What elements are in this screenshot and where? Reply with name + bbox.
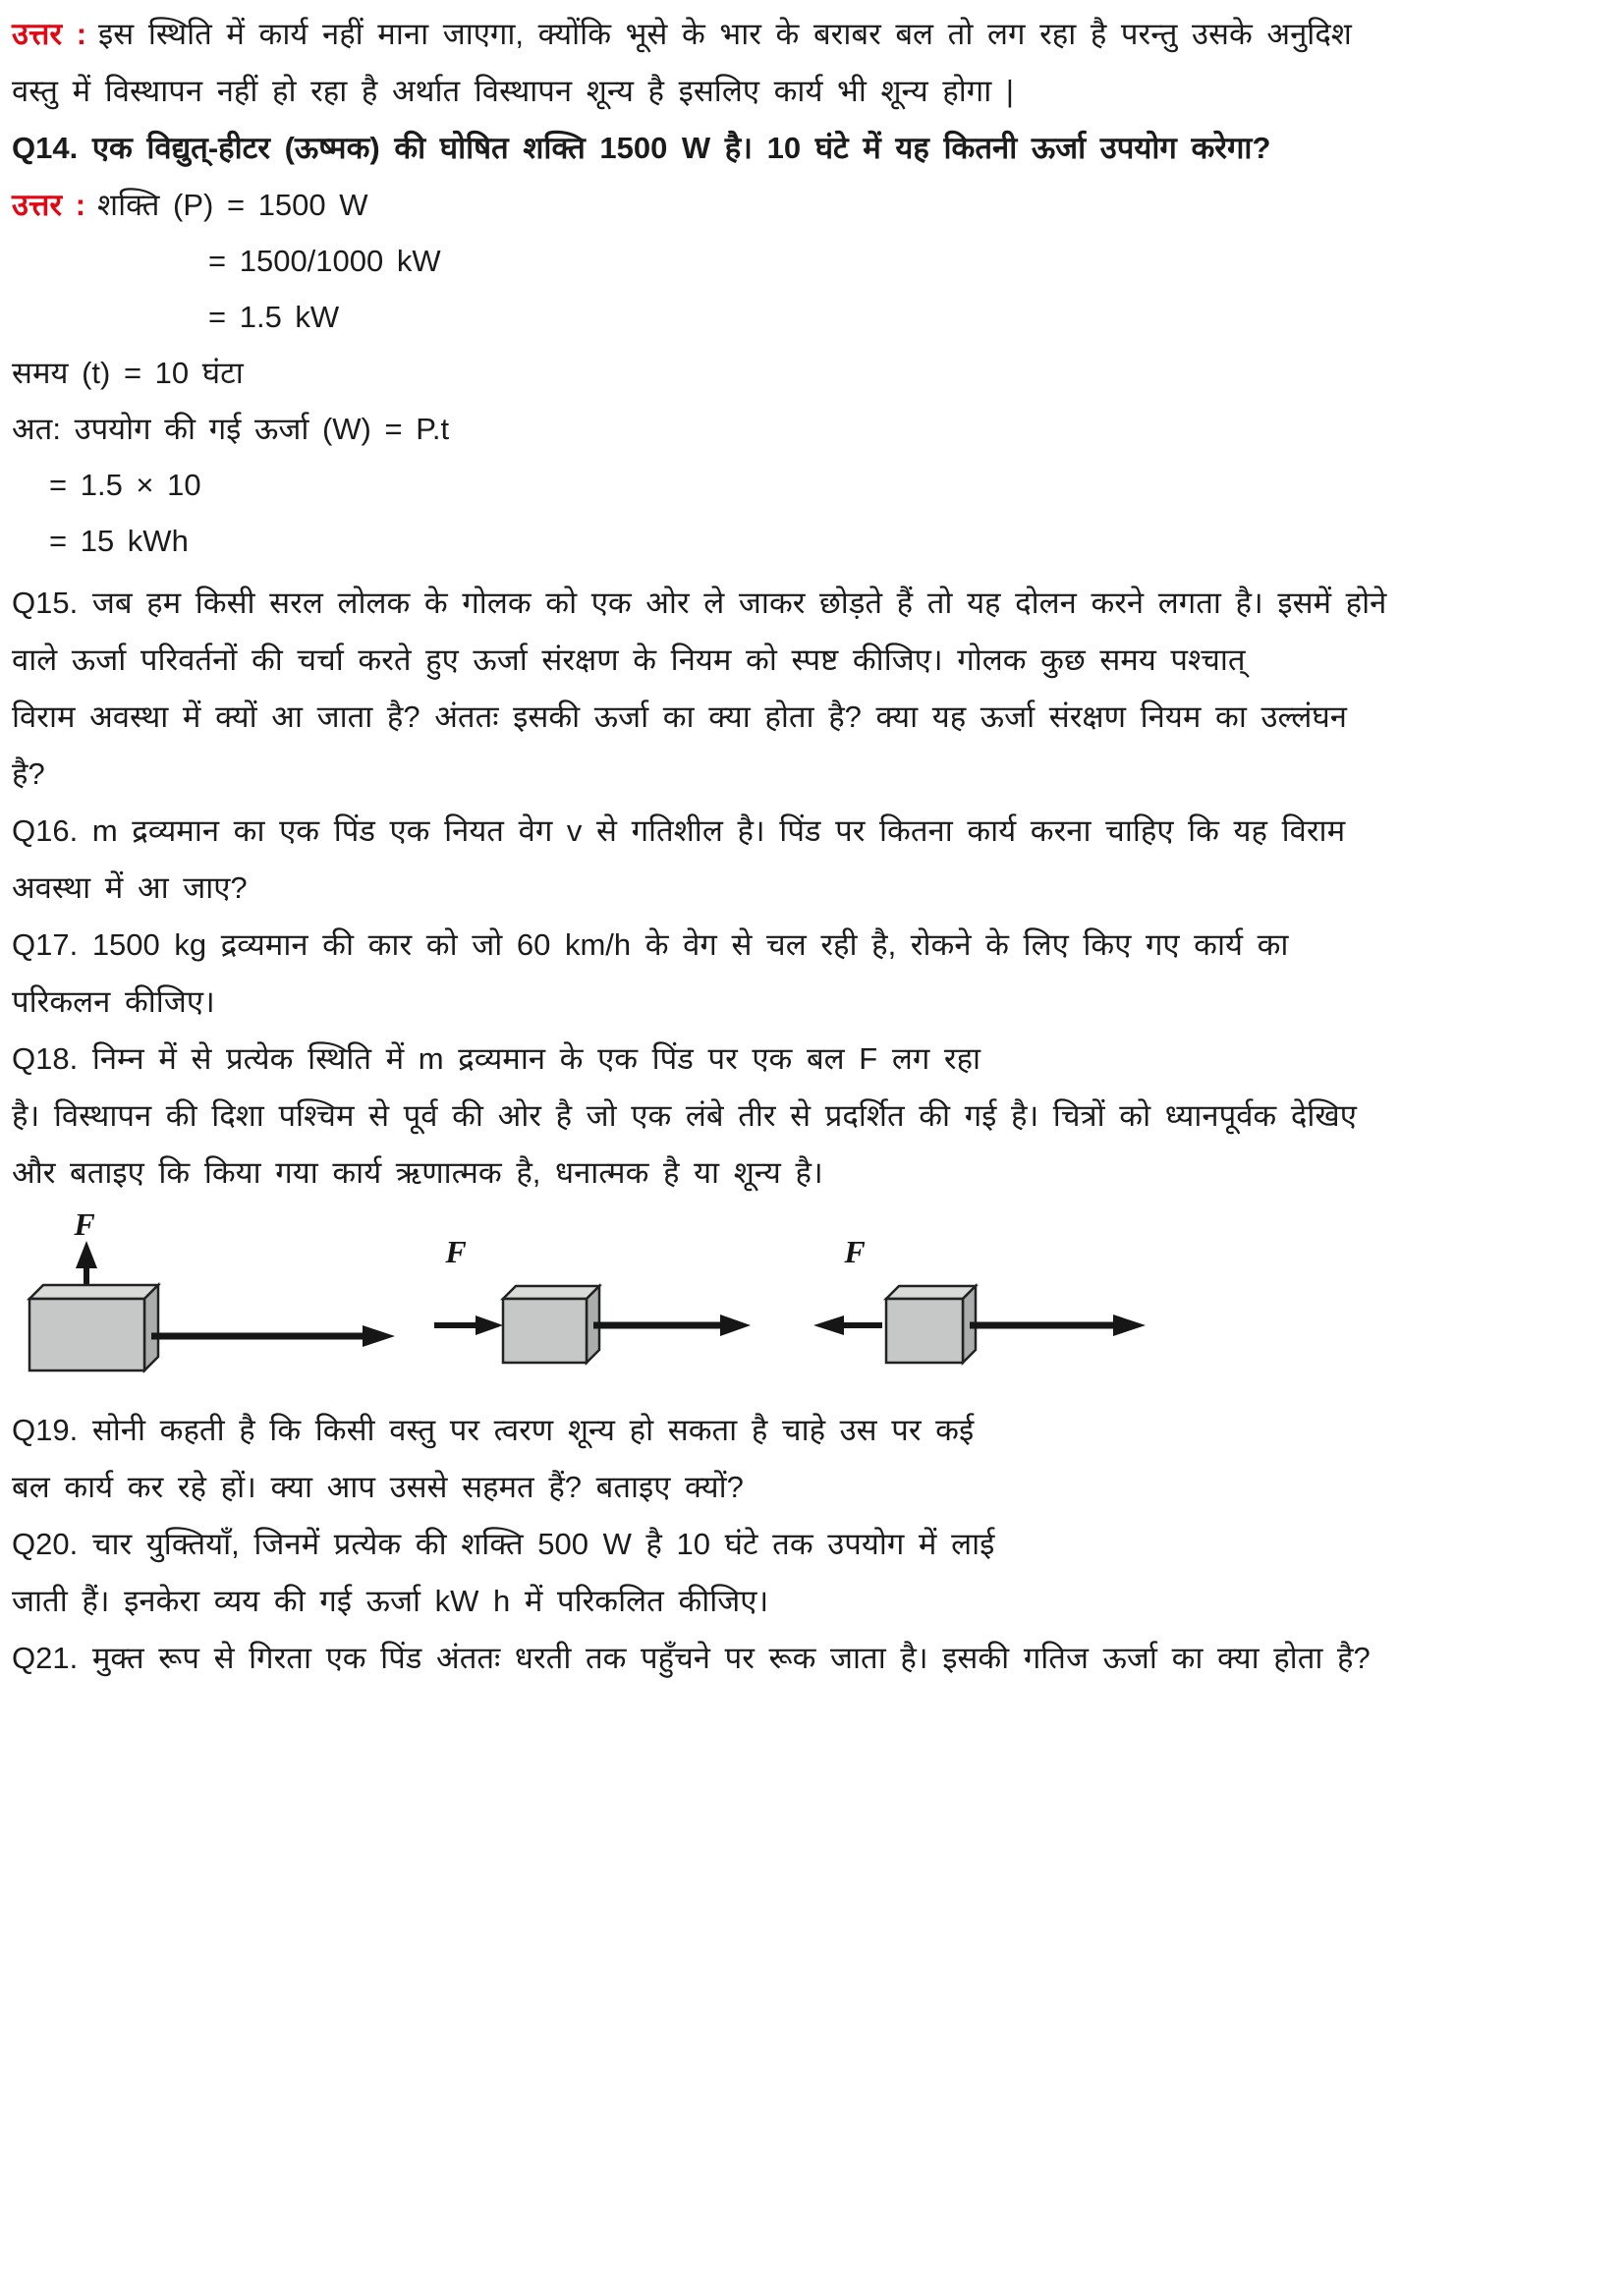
equation-line: = 15 kWh [49, 524, 189, 558]
answer-line: वस्तु में विस्थापन नहीं हो रहा है अर्थात विस्थापन शून्य है इसलिए कार्य भी शून्य होगा | [12, 74, 1014, 108]
answer-text: इस स्थिति में कार्य नहीं माना जाएगा, क्योंकि भूसे के भार के बराबर बल तो लग रहा है परन्तु उसके अनुदिश [98, 17, 1352, 51]
force-label: F [844, 1234, 866, 1269]
block-icon [503, 1286, 599, 1299]
displacement-arrowhead-icon [363, 1325, 395, 1347]
equation-text: शक्ति (P) = 1500 W [97, 188, 368, 222]
question-line: Q17. 1500 kg द्रव्यमान की कार को जो 60 km/h के वेग से चल रही है, रोकने के लिए किए गए कार्य का [12, 927, 1289, 962]
block-icon [886, 1299, 963, 1363]
question-line: है। विस्थापन की दिशा पश्चिम से पूर्व की ओर है जो एक लंबे तीर से प्रदर्शित की गई है। चित्रों को ध्यानपूर्वक देखिए [12, 1098, 1357, 1133]
block-icon [886, 1286, 976, 1299]
question-line: विराम अवस्था में क्यों आ जाता है? अंततः इसकी ऊर्जा का क्या होता है? क्या यह ऊर्जा संरक्षण नियम का उल्लंघन [12, 700, 1347, 734]
force-label: F [74, 1206, 95, 1242]
displacement-arrowhead-icon [1113, 1315, 1146, 1336]
question-q21-paragraph [12, 1630, 1610, 1687]
question-line: वाले ऊर्जा परिवर्तनों की चर्चा करते हुए ऊर्जा संरक्षण के नियम को स्पष्ट कीजिए। गोलक कुछ समय पश्चात् [12, 643, 1246, 677]
q18-figure [12, 1205, 1610, 1402]
answer-line [12, 6, 1610, 63]
question-line: बल कार्य कर रहे हों। क्या आप उससे सहमत हैं? बताइए क्यों? [12, 1470, 744, 1504]
question-line: Q18. निम्न में से प्रत्येक स्थिति में m द्रव्यमान के एक पिंड पर एक बल F लग रहा [12, 1041, 981, 1076]
answer-label: उत्तर : [12, 188, 86, 222]
force-arrowhead-icon [476, 1315, 503, 1335]
diagram-force-right [434, 1234, 751, 1363]
question-q19-paragraph [12, 1402, 1610, 1516]
answer-q13-paragraph [12, 6, 1610, 120]
equation-line: = 1.5 kW [208, 300, 340, 334]
question-q20-paragraph [12, 1516, 1610, 1630]
question-line: Q21. मुक्त रूप से गिरता एक पिंड अंततः धरती तक पहुँचने पर रूक जाता है। इसकी गतिज ऊर्जा का क्या होता है? [12, 1641, 1371, 1675]
block-icon [503, 1299, 587, 1363]
block-icon [29, 1299, 144, 1371]
question-q15-paragraph [12, 575, 1610, 803]
force-arrowhead-icon [76, 1241, 97, 1268]
question-line: Q19. सोनी कहती है कि किसी वस्तु पर त्वरण शून्य हो सकता है चाहे उस पर कई [12, 1413, 975, 1447]
block-icon [144, 1285, 158, 1371]
diagram-force-left [813, 1234, 1146, 1363]
force-label: F [445, 1234, 467, 1269]
question-line: Q20. चार युक्तियाँ, जिनमें प्रत्येक की शक्ति 500 W है 10 घंटे तक उपयोग में लाई [12, 1527, 995, 1561]
question-q17-paragraph [12, 917, 1610, 1031]
question-q14-heading: Q14. एक विद्युत्-हीटर (ऊष्मक) की घोषित शक्ति 1500 W है। 10 घंटे में यह कितनी ऊर्जा उपयोग करेगा? [12, 131, 1271, 165]
question-line: Q15. जब हम किसी सरल लोलक के गोलक को एक ओर ले जाकर छोड़ते हैं तो यह दोलन करने लगता है। इसमें होने [12, 586, 1387, 620]
equation-line [12, 177, 1610, 233]
question-line: है? [12, 756, 45, 791]
equation-line: समय (t) = 10 घंटा [12, 356, 244, 390]
force-diagram-figure [12, 1205, 1230, 1397]
question-line: परिकलन कीजिए। [12, 984, 215, 1019]
question-line: जाती हैं। इनकेरा व्यय की गई ऊर्जा kW h में परिकलित कीजिए। [12, 1584, 769, 1618]
question-q16-paragraph [12, 803, 1610, 917]
equation-line: = 1500/1000 kW [208, 244, 441, 278]
question-line: और बताइए कि किया गया कार्य ऋणात्मक है, धनात्मक है या शून्य है। [12, 1155, 823, 1190]
answer-label: उत्तर : [12, 17, 87, 51]
force-arrowhead-icon [813, 1315, 844, 1335]
displacement-arrowhead-icon [720, 1315, 751, 1336]
equation-line: अत: उपयोग की गई ऊर्जा (W) = P.t [12, 412, 450, 446]
equation-line: = 1.5 × 10 [49, 468, 201, 502]
question-line: अवस्था में आ जाए? [12, 870, 248, 905]
block-icon [29, 1285, 158, 1299]
diagram-force-up [29, 1206, 395, 1371]
question-line: Q16. m द्रव्यमान का एक पिंड एक नियत वेग v से गतिशील है। पिंड पर कितना कार्य करना चाहिए कि यह विराम [12, 813, 1346, 848]
answer-q14-block [12, 177, 1610, 569]
question-q18-paragraph [12, 1031, 1610, 1202]
